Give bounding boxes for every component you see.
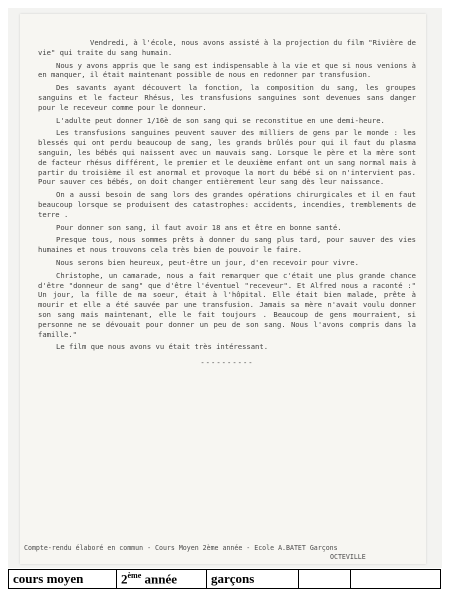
paragraph: Nous serons bien heureux, peut-être un jour, d'en recevoir pour vivre. <box>56 257 359 267</box>
paragraph: Des savants ayant découvert la fonction, la composition du sang, les groupes sanguins et le facteur Rhésus, les transfusions sanguines sont devenues sans danger pour le receveur comme pour le donneur. <box>38 83 416 112</box>
caption-empty-cell <box>351 570 441 589</box>
paragraph: Les transfusions sanguines peuvent sauver des milliers de gens par le monde : les blessés qui ont perdu beaucoup de sang, les grands brûlés pour qui il faut du plasma sanguin, les bébés qui naissent avec un mauvais sang. Lorsque le père et la mère sont de facteur rhésus différent, le premier et le deuxième enfant ont un sang normal mais à partir du troisième il est anormal et provoque la mort du bébé si on n'intervient pas. Pour sauver ces bébés, on doit changer entièrement leur sang dès leur naissance. <box>38 128 416 187</box>
caption-empty-cell <box>299 570 351 589</box>
caption-table <box>8 569 441 589</box>
footer-credit: Compte-rendu élaboré en commun - Cours Moyen 2ème année - Ecole A.BATET Garçons <box>24 544 338 552</box>
caption-year-word: année <box>141 571 178 587</box>
paragraph: Le film que nous avons vu était très intéressant. <box>56 342 269 352</box>
paragraph: L'adulte peut donner 1/16è de son sang qui se reconstitue en une demi-heure. <box>56 115 385 125</box>
paragraph: On a aussi besoin de sang lors des grandes opérations chirurgicales et il en faut beaucoup lorsque se produisent des catastrophes: accidents, incendies, tremblements de terre . <box>38 190 416 219</box>
caption-school-cell: garçons <box>207 570 299 589</box>
paragraph: Vendredi, à l'école, nous avons assisté à la projection du film "Rivière de vie" qui traite du sang humain. <box>38 38 416 57</box>
paragraph: Presque tous, nous sommes prêts à donner du sang plus tard, pour sauver des vies humaines et nous trouvons cela très bien de pouvoir le faire. <box>38 235 416 255</box>
paragraph: Christophe, un camarade, nous a fait remarquer que c'était une plus grande chance d'être "donneur de sang" que d'être l'éventuel "receveur". Et Alfred nous a raconté :" Un jour, la fille de ma soeur, était à l'hôpital. Elle était bien malade, prête à mourir et elle a été sauvée par une transfusion. Jamais sa mère n'avait voulu donner son sang mais maintenant, elle le fait toujours . Beaucoup de gens mourraient, si personne ne se dévouait pour donner un peu de son sang. Nous l'avons compris dans la famille." <box>38 270 416 339</box>
paragraph: Pour donner son sang, il faut avoir 18 ans et être en bonne santé. <box>56 222 342 232</box>
caption-year-cell <box>117 570 207 589</box>
paragraph: Nous y avons appris que le sang est indispensable à la vie et que si nous venions à en manquer, il était maintenant possible de nous en redonner par transfusion. <box>38 60 416 80</box>
caption-year-suffix: ème <box>127 570 142 580</box>
document-body <box>38 38 416 371</box>
caption-year-number: 2 <box>121 571 128 587</box>
footer-town: OCTEVILLE <box>330 553 366 561</box>
separator-line: ---------- <box>200 358 254 368</box>
caption-class-cell: cours moyen <box>9 570 117 589</box>
